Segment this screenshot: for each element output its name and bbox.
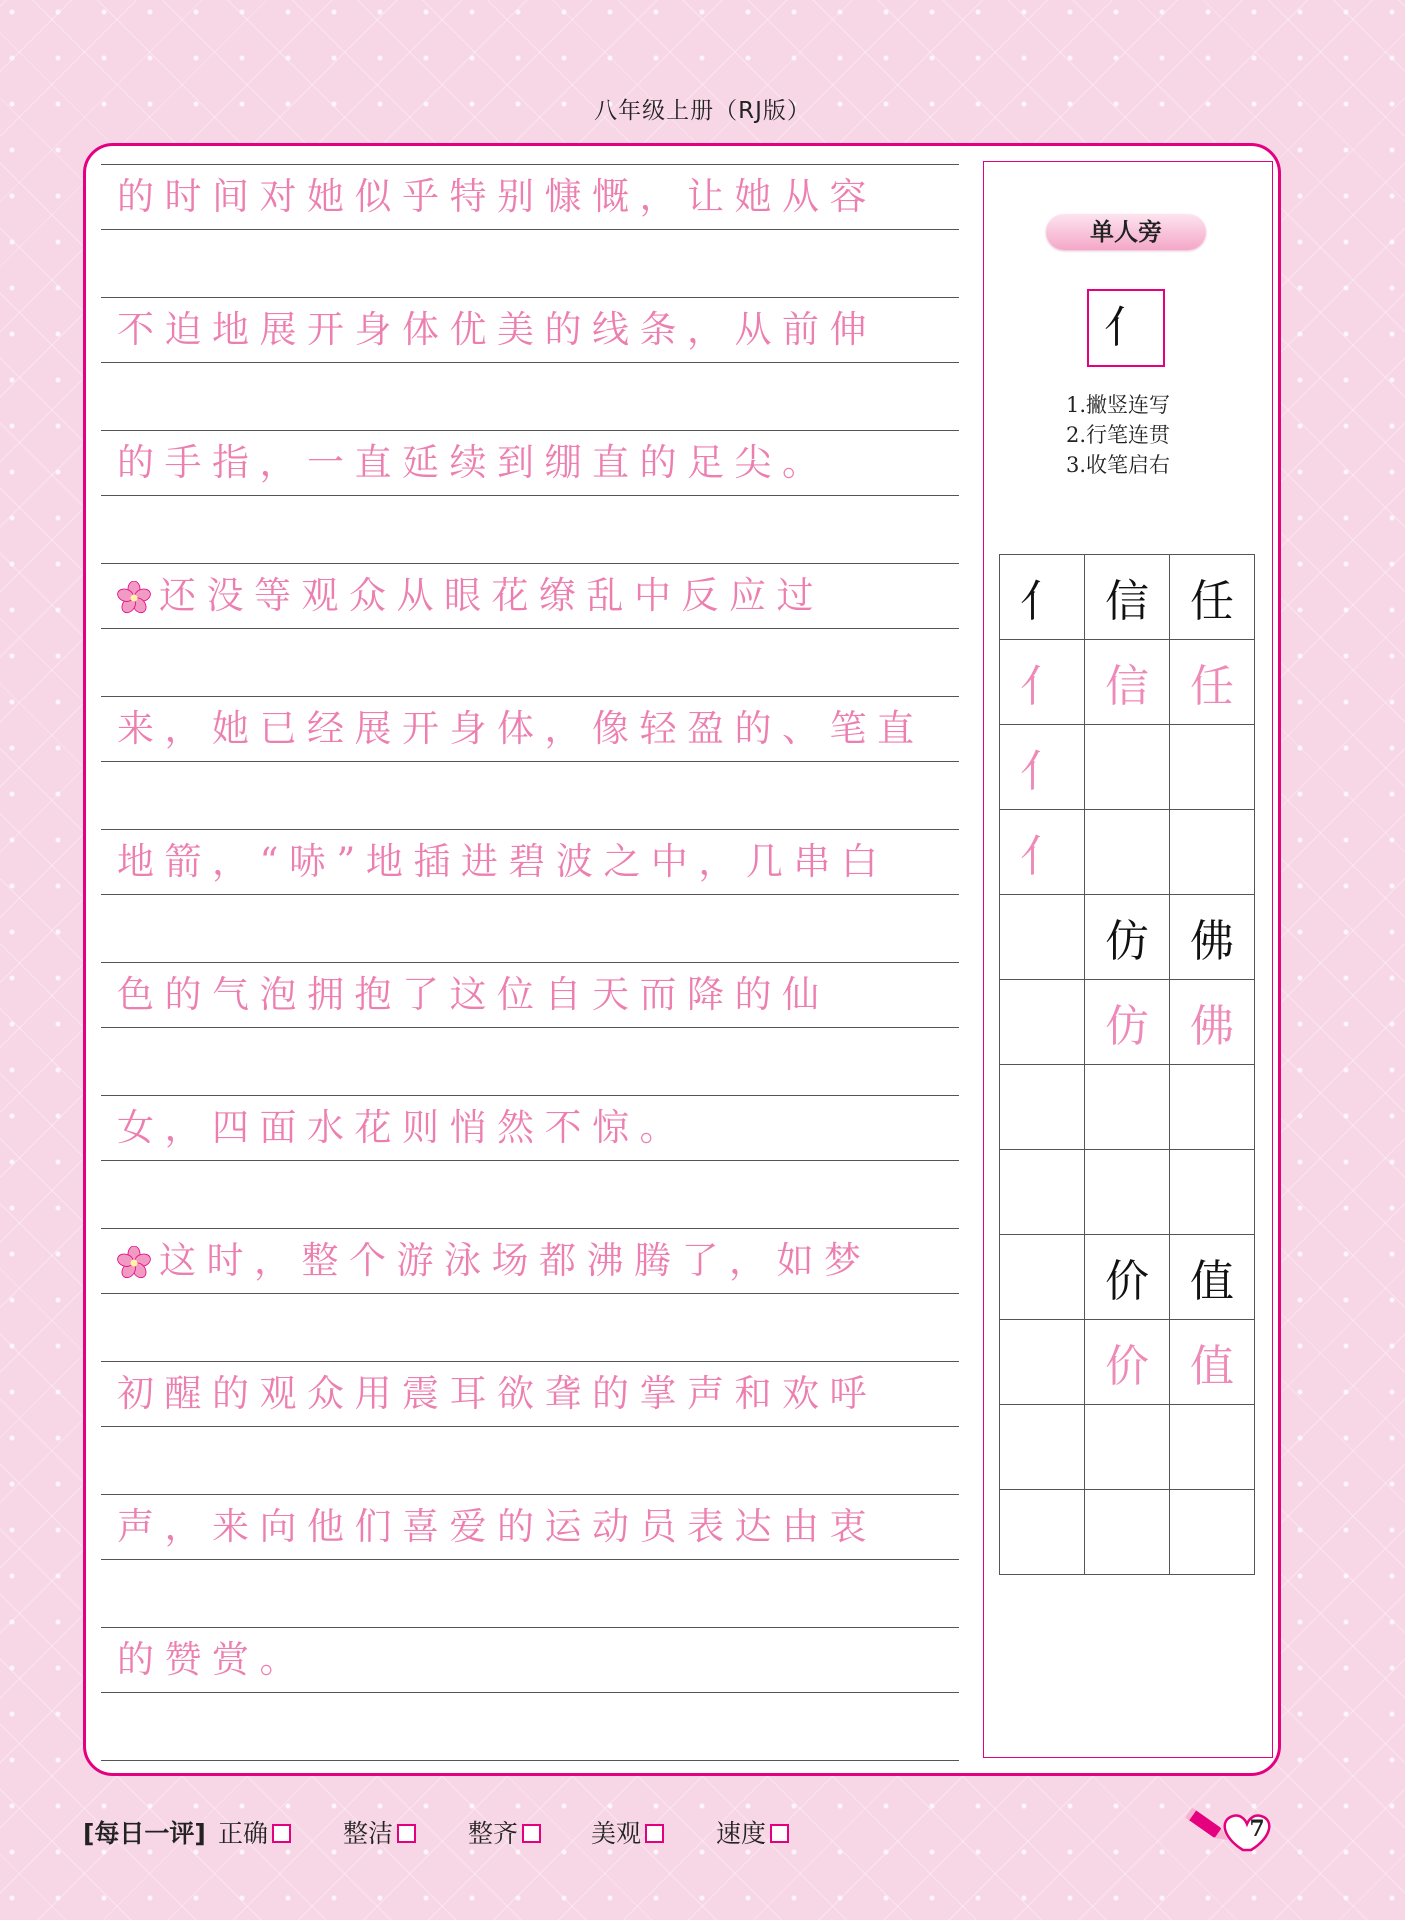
grid-cell [1170,810,1255,895]
practice-line [101,1228,959,1294]
grid-cell: 亻 [1000,555,1085,640]
grid-cell: 仿 [1085,980,1170,1065]
practice-line [101,1627,959,1693]
practice-line-text [117,971,830,1019]
grid-cell [1085,1065,1170,1150]
text-practice-area [101,146,959,1773]
grid-cell [1000,1235,1085,1320]
grid-cell [1085,1150,1170,1235]
daily-evaluation-label: [每日一评] [83,1819,206,1848]
practice-line [101,1494,959,1560]
flower-icon [117,1244,151,1278]
grid-cell [1000,1065,1085,1150]
grid-cell [1000,895,1085,980]
practice-line-text [117,1237,872,1285]
grid-cell [1170,1405,1255,1490]
grid-cell: 任 [1170,555,1255,640]
practice-line-content: 色的气泡拥抱了这位自天而降的仙 [117,973,830,1016]
grid-cell [1085,725,1170,810]
flower-icon [117,579,151,613]
practice-line [101,430,959,496]
practice-line-content: 声，来向他们喜爱的运动员表达由衷 [117,1505,877,1548]
grid-cell [1000,980,1085,1065]
grid-cell [1170,1065,1255,1150]
practice-line [101,962,959,1028]
character-practice-grid [999,554,1255,1575]
practice-line-text [117,173,877,221]
practice-line [101,563,959,629]
radical-sample-box: 亻 [1087,289,1165,367]
grid-cell [1085,810,1170,895]
grid-cell: 值 [1170,1235,1255,1320]
practice-line-text [117,1370,877,1418]
grid-cell [1085,1405,1170,1490]
practice-line-content: 女，四面水花则悄然不惊。 [117,1106,687,1149]
practice-line-text [117,572,824,620]
grid-cell: 值 [1170,1320,1255,1405]
grid-cell: 亻 [1000,810,1085,895]
grid-cell: 价 [1085,1320,1170,1405]
criterion-label: 整洁 [343,1819,394,1848]
grid-cell: 信 [1085,640,1170,725]
practice-frame [83,143,1281,1776]
practice-line-content: 地箭，“哧”地插进碧波之中，几串白 [117,840,889,883]
practice-line [101,1361,959,1427]
grid-cell [1000,1150,1085,1235]
practice-line [101,829,959,895]
evaluation-criterion [468,1814,541,1850]
criterion-label: 速度 [716,1819,767,1848]
grid-cell: 亻 [1000,640,1085,725]
grid-cell [1170,1150,1255,1235]
practice-line-end [101,1760,959,1761]
practice-line-content: 来，她已经展开身体，像轻盈的、笔直 [117,707,925,750]
practice-line-text [117,1636,307,1684]
grid-cell: 信 [1085,555,1170,640]
practice-line-text [117,1104,687,1152]
grid-cell [1000,1405,1085,1490]
evaluation-criterion [343,1814,416,1850]
practice-line [101,1095,959,1161]
criterion-checkbox[interactable] [272,1824,291,1843]
practice-line-content: 初醒的观众用震耳欲聋的掌声和欢呼 [117,1372,877,1415]
grid-cell: 佛 [1170,895,1255,980]
practice-line-text [117,1503,877,1551]
practice-line [101,164,959,230]
practice-line-text [117,439,830,487]
evaluation-criterion [716,1814,789,1850]
criterion-label: 美观 [591,1819,642,1848]
criterion-checkbox[interactable] [397,1824,416,1843]
stroke-tip: 1.撇竖连写 [1066,393,1171,417]
criterion-checkbox[interactable] [770,1824,789,1843]
grid-cell: 佛 [1170,980,1255,1065]
practice-line-content: 还没等观众从眼花缭乱中反应过 [159,574,824,617]
criterion-checkbox[interactable] [522,1824,541,1843]
criterion-label: 正确 [218,1819,269,1848]
grid-cell [1170,1490,1255,1575]
page-number: 7 [1249,1816,1265,1842]
grid-cell [1170,725,1255,810]
evaluation-criterion [218,1814,291,1850]
grid-cell: 仿 [1085,895,1170,980]
practice-line-text [117,705,925,753]
criterion-checkbox[interactable] [645,1824,664,1843]
grid-cell [1085,1490,1170,1575]
criterion-label: 整齐 [468,1819,519,1848]
practice-line-content: 不迫地展开身体优美的线条，从前伸 [117,308,877,351]
practice-line [101,696,959,762]
practice-line-content: 的赞赏。 [117,1638,307,1681]
radical-side-panel [983,161,1273,1758]
stroke-tip: 2.行笔连贯 [1066,423,1171,447]
grid-cell [1000,1320,1085,1405]
grid-cell: 价 [1085,1235,1170,1320]
page-header-title: 八年级上册（RJ版） [594,98,811,124]
evaluation-criterion [591,1814,664,1850]
stroke-tips [1066,390,1170,480]
practice-line-content: 这时，整个游泳场都沸腾了，如梦 [159,1239,872,1282]
daily-evaluation-bar [83,1812,1283,1852]
page-number-badge [1185,1804,1290,1860]
radical-title-badge: 单人旁 [1046,214,1206,250]
practice-line-text [117,306,877,354]
practice-line-text [117,838,888,886]
practice-line-content: 的手指，一直延续到绷直的足尖。 [117,441,830,484]
practice-line [101,297,959,363]
grid-cell [1000,1490,1085,1575]
practice-line-content: 的时间对她似乎特别慷慨，让她从容 [117,175,877,218]
grid-cell: 任 [1170,640,1255,725]
stroke-tip: 3.收笔启右 [1066,453,1171,477]
grid-cell: 亻 [1000,725,1085,810]
